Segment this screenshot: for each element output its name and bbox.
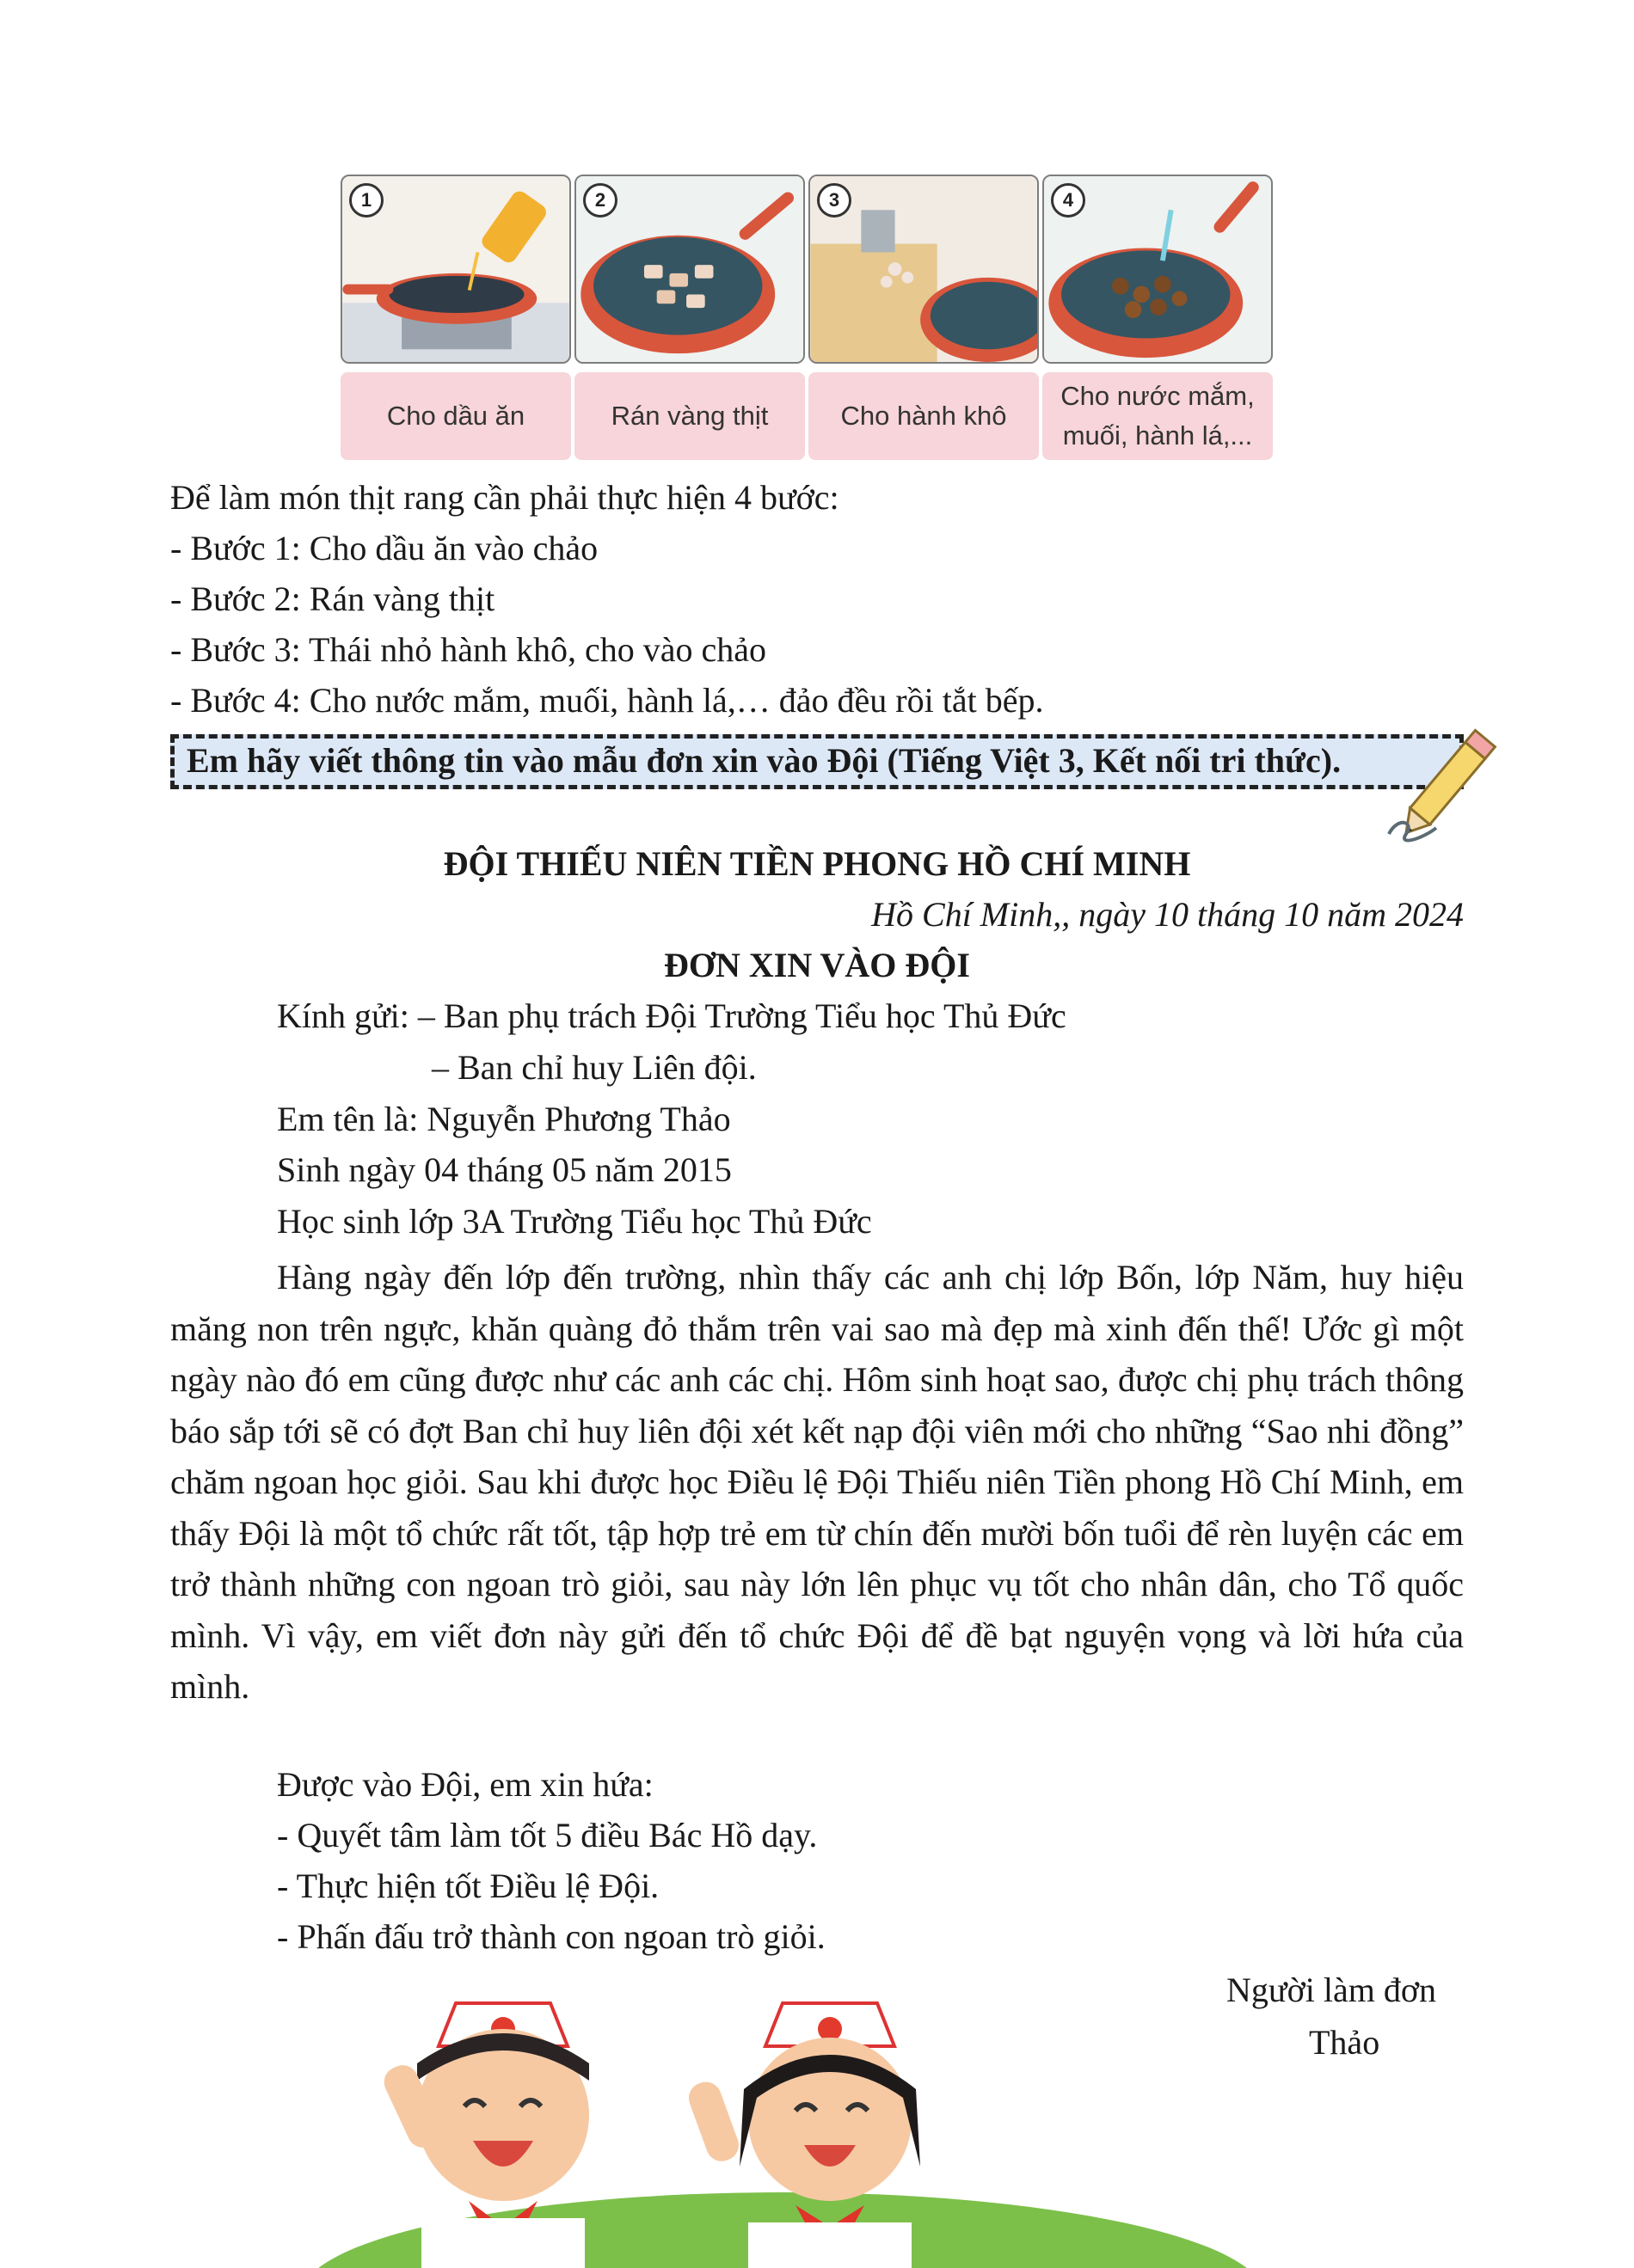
step-number-2: 2 [583, 183, 617, 218]
step-caption-4-line-2: muối, hành lá,... [1062, 420, 1253, 451]
org-heading: ĐỘI THIẾU NIÊN TIỀN PHONG HỒ CHÍ MINH [443, 844, 1191, 883]
step-caption-4 [1042, 372, 1273, 460]
step-caption-2: Rán vàng thịt [574, 372, 805, 460]
letter-title: ĐƠN XIN VÀO ĐỘI [664, 946, 970, 984]
pioneer-children-illustration [310, 1969, 1256, 2268]
step-line-2: - Bước 2: Rán vàng thịt [170, 579, 495, 618]
name-line: Em tên là: Nguyễn Phương Thảo [277, 1100, 731, 1138]
addressee-line-2: – Ban chỉ huy Liên đội. [432, 1048, 757, 1087]
class-line: Học sinh lớp 3A Trường Tiểu học Thủ Đức [277, 1202, 872, 1241]
letter-body: Hàng ngày đến lớp đến trường, nhìn thấy các anh chị lớp Bốn, lớp Năm, huy hiệu măng non trên ngực, khăn quàng đỏ thắm trên vai sao mà đẹp mà xinh đến thế! Ước gì một ngày nào đó em cũng được như các anh các chị. Hôm sinh hoạt sao, được chị phụ trách thông báo sắp tới sẽ có đợt Ban chỉ huy liên đội xét kết nạp đội viên mới cho những “Sao nhi đồng” chăm ngoan học giỏi. Sau khi được học Điều lệ Đội Thiếu niên Tiền phong Hồ Chí Minh, em thấy Đội là một tổ chức rất tốt, tập hợp trẻ em từ chín đến mười bốn tuổi để rèn luyện các em trở thành những con ngoan trò giỏi, sau này lớn lên phục vụ tốt cho nhân dân, cho Tổ quốc mình. Vì vậy, em viết đơn này gửi đến tổ chức Đội để đề bạt nguyện vọng và lời hứa của mình. [170, 1258, 1464, 1706]
step-number-1: 1 [349, 183, 384, 218]
step-1-illustration [341, 175, 571, 364]
instruction-box: Em hãy viết thông tin vào mẫu đơn xin vào Đội (Tiếng Việt 3, Kết nối tri thức). [170, 734, 1464, 789]
intro-text: Để làm món thịt rang cần phải thực hiện 4 bước: [170, 478, 839, 517]
step-4-illustration [1042, 175, 1273, 364]
step-card-2 [574, 175, 805, 460]
step-caption-4-line-1: Cho nước mắm, [1060, 381, 1255, 411]
signer-name: Thảo [1309, 2023, 1380, 2062]
step-card-3 [808, 175, 1039, 460]
step-number-3: 3 [817, 183, 851, 218]
place-date: Hồ Chí Minh,, ngày 10 tháng 10 năm 2024 [871, 895, 1464, 934]
step-caption-1: Cho dầu ăn [341, 372, 571, 460]
cooking-steps-strip [341, 175, 1291, 460]
step-card-4 [1042, 175, 1273, 460]
promise-2: - Thực hiện tốt Điều lệ Đội. [277, 1867, 660, 1905]
step-line-3: - Bước 3: Thái nhỏ hành khô, cho vào chảo [170, 630, 767, 669]
step-3-illustration [808, 175, 1039, 364]
step-line-1: - Bước 1: Cho dầu ăn vào chảo [170, 529, 599, 567]
step-number-4: 4 [1051, 183, 1085, 218]
signer-label: Người làm đơn [1226, 1971, 1436, 2009]
step-card-1 [341, 175, 571, 460]
step-caption-3: Cho hành khô [808, 372, 1039, 460]
step-line-4: - Bước 4: Cho nước mắm, muối, hành lá,… đảo đều rồi tắt bếp. [170, 681, 1044, 720]
dob-line: Sinh ngày 04 tháng 05 năm 2015 [277, 1150, 732, 1189]
addressee-line-1: Kính gửi: – Ban phụ trách Đội Trường Tiểu học Thủ Đức [277, 996, 1066, 1035]
step-2-illustration [574, 175, 805, 364]
promise-3: - Phấn đấu trở thành con ngoan trò giỏi. [277, 1917, 826, 1956]
pencil-icon [1372, 726, 1518, 847]
promise-intro: Được vào Đội, em xin hứa: [277, 1765, 654, 1804]
promise-1: - Quyết tâm làm tốt 5 điều Bác Hồ dạy. [277, 1816, 818, 1854]
